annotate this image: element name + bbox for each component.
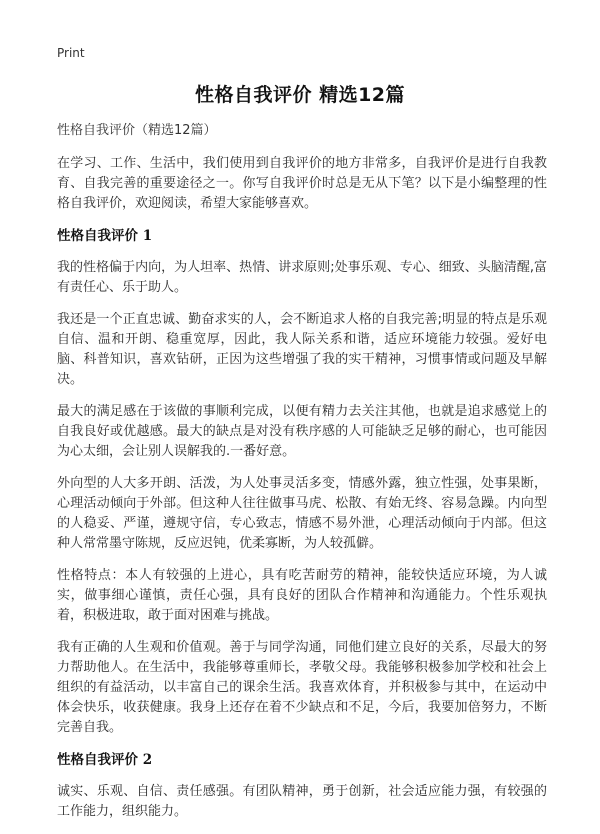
print-link[interactable]: Print [57, 46, 85, 60]
paragraph: 性格特点：本人有较强的上进心，具有吃苦耐劳的精神，能较快适应环境，为人诚实，做事细心谨慎，责任心强，具有良好的团队合作精神和沟通能力。个性乐观执着，积极进取，敢于面对困难与挑战。 [57, 568, 547, 623]
section-heading: 性格自我评价 1 [57, 228, 153, 244]
paragraph: 我还是一个正直忠诚、勤奋求实的人，会不断追求人格的自我完善;明显的特点是乐观自信、温和开朗、稳重宽厚，因此，我人际关系和谐，适应环境能力较强。爱好电脑、科普知识，喜欢钻研，正因为这些增强了我的实干精神，习惯事情或问题及早解决。 [57, 312, 547, 387]
section-heading: 性格自我评价 2 [57, 752, 153, 768]
document-content [57, 121, 547, 834]
intro-paragraph: 在学习、工作、生活中，我们使用到自我评价的地方非常多，自我评价是进行自我教育、自我完善的重要途径之一。你写自我评价时总是无从下笔？以下是小编整理的性格自我评价，欢迎阅读，希望大家能够喜欢。 [57, 156, 547, 211]
paragraph: 诚实、乐观、自信、责任感强。有团队精神，勇于创新，社会适应能力强，有较强的工作能力，组织能力。 [57, 784, 547, 819]
paragraph: 最大的满足感在于该做的事顺利完成，以便有精力去关注其他，也就是追求感觉上的自我良好或优越感。最大的缺点是对没有秩序感的人可能缺乏足够的耐心，也可能因为心太细，会让别人误解我的.一番好意。 [57, 404, 547, 459]
page-title: 性格自我评价 精选12篇 [194, 84, 406, 106]
paragraph: 我的性格偏于内向，为人坦率、热情、讲求原则;处事乐观、专心、细致、头脑清醒,富有责任心、乐于助人。 [57, 260, 547, 295]
paragraph: 我有正确的人生观和价值观。善于与同学沟通，同他们建立良好的关系，尽最大的努力帮助他人。在生活中，我能够尊重师长，孝敬父母。我能够积极参加学校和社会上组织的有益活动，以丰富自己的课余生活。我喜欢体育，并积极参与其中，在运动中体会快乐，收获健康。我身上还存在着不少缺点和不足，今后，我要加倍努力，不断完善自我。 [57, 640, 547, 735]
paragraph: 外向型的人大多开朗、活泼，为人处事灵活多变，情感外露，独立性强，处事果断，心理活动倾向于外部。但这种人往往做事马虎、松散、有始无终、容易急躁。内向型的人稳妥、严谨，遵规守信，专心致志，情感不易外泄，心理活动倾向于内部。但这种人常常墨守陈规，反应迟钝，优柔寡断，为人较孤僻。 [57, 476, 547, 551]
document-subtitle: 性格自我评价（精选12篇） [57, 123, 217, 138]
